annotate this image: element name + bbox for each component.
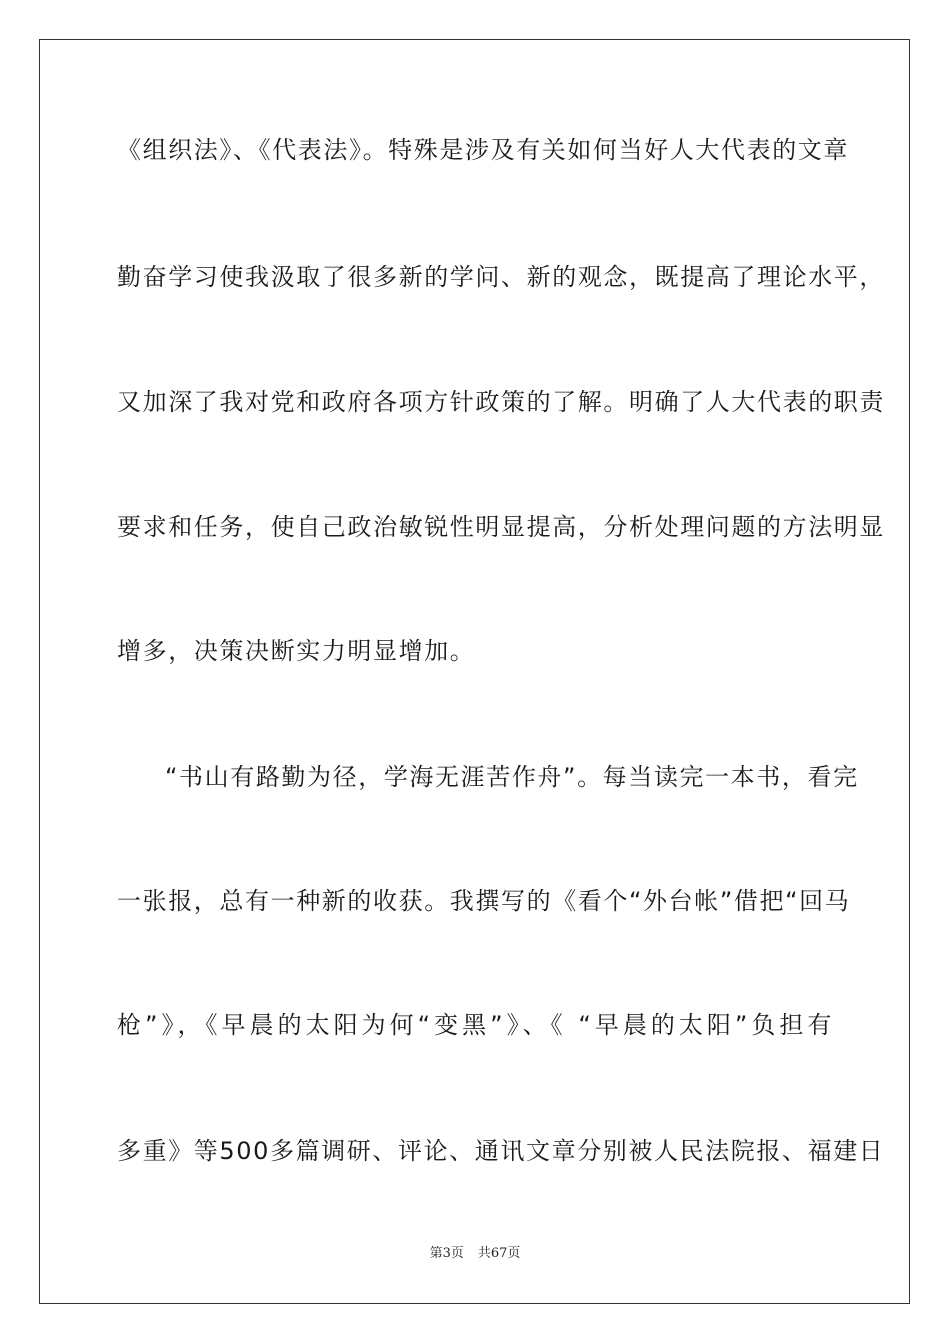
- page-border: [39, 39, 910, 1304]
- body-text-line: 要求和任务，使自己政治敏锐性明显提高，分析处理问题的方法明显: [117, 513, 885, 541]
- body-text-line: 勤奋学习使我汲取了很多新的学问、新的观念，既提高了理论水平，: [117, 263, 885, 291]
- body-text-line: 增多，决策决断实力明显增加。: [117, 637, 476, 665]
- body-text-line: “书山有路勤为径，学海无涯苦作舟”。每当读完一本书，看完: [165, 763, 859, 791]
- body-text-line: 多重》等500多篇调研、评论、通讯文章分别被人民法院报、福建日: [117, 1137, 885, 1165]
- page-number: 第3页: [429, 1246, 464, 1261]
- page-footer: [0, 1246, 950, 1262]
- body-text-line: 又加深了我对党和政府各项方针政策的了解。明确了人大代表的职责: [117, 388, 885, 416]
- body-text-line: 枪”》，《早晨的太阳为何“变黑”》、《 “早晨的太阳”负担有: [117, 1011, 833, 1039]
- body-text-line: 一张报，总有一种新的收获。我撰写的《看个“外台帐”借把“回马: [117, 887, 851, 915]
- body-text-line: 《组织法》、《代表法》。特殊是涉及有关如何当好人大代表的文章: [117, 136, 849, 164]
- page-total: 共67页: [477, 1246, 521, 1261]
